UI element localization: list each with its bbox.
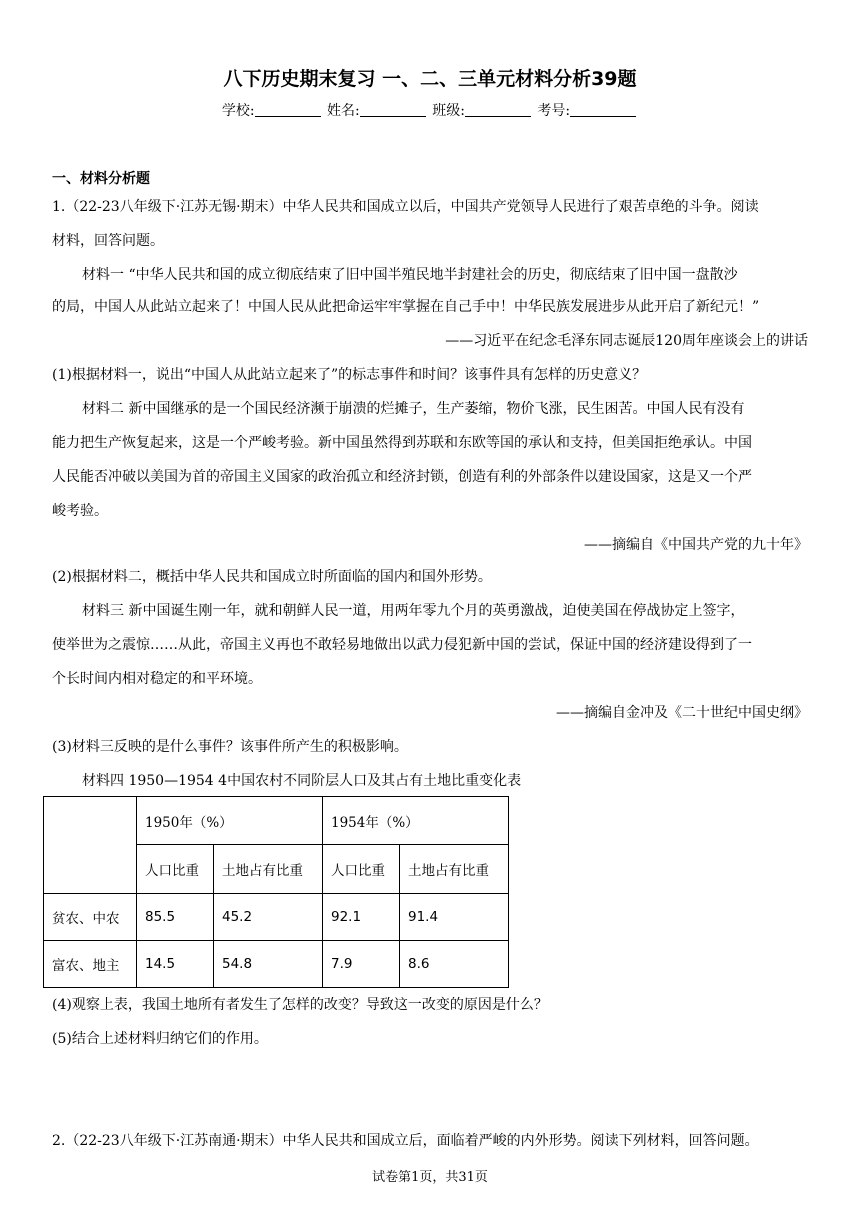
table-cell: 45.2 (214, 894, 323, 941)
class-blank (465, 102, 531, 117)
material-1-source: ——习近平在纪念毛泽东同志诞辰120周年座谈会上的讲话 (445, 333, 808, 349)
sub-question-1: (1)根据材料一，说出“中国人从此站立起来了”的标志事件和时间？该事件具有怎样的历史意义？ (52, 367, 647, 383)
table-header-land-1954: 土地占有比重 (400, 845, 509, 894)
sub-question-4: (4)观察上表，我国土地所有者发生了怎样的改变？导致这一改变的原因是什么？ (52, 997, 548, 1013)
table-header-pop-1950: 人口比重 (137, 845, 214, 894)
page-footer: 试卷第1页，共31页 (372, 1170, 488, 1185)
table-row (44, 941, 509, 988)
school-label: 学校: (221, 103, 255, 119)
class-label: 班级: (432, 103, 465, 119)
page-title: 八下历史期末复习 一、二、三单元材料分析39题 (223, 68, 637, 90)
table-row (44, 894, 509, 941)
material-1-line-1: 材料一 “中华人民共和国的成立彻底结束了旧中国半殖民地半封建社会的历史，彻底结束了旧中国一盘散沙 (82, 267, 738, 283)
q1-intro-line-2: 材料，回答问题。 (52, 233, 164, 249)
material-3-line-1: 材料三 新中国诞生刚一年，就和朝鲜人民一道，用两年零九个月的英勇激战，迫使美国在停战协定上签字， (82, 603, 745, 619)
school-blank (255, 102, 321, 117)
material-2-line-2: 能力把生产恢复起来，这是一个严峻考验。新中国虽然得到苏联和东欧等国的承认和支持，但美国拒绝承认。中国 (52, 435, 752, 451)
sub-question-2: (2)根据材料二，概括中华人民共和国成立时所面临的国内和国外形势。 (52, 569, 492, 585)
sub-question-3: (3)材料三反映的是什么事件？该事件所产生的积极影响。 (52, 739, 408, 755)
table-row-label: 贫农、中农 (44, 894, 137, 941)
q1-intro-line-1: 1.（22-23八年级下·江苏无锡·期末）中华人民共和国成立以后，中国共产党领导人民进行了艰苦卓绝的斗争。阅读 (52, 199, 759, 215)
material-2-line-1: 材料二 新中国继承的是一个国民经济濒于崩溃的烂摊子，生产萎缩，物价飞涨，民生困苦。中国人民有没有 (82, 401, 745, 417)
table-cell: 14.5 (137, 941, 214, 988)
table-row-label: 富农、地主 (44, 941, 137, 988)
section-heading: 一、材料分析题 (52, 171, 150, 187)
material-2-line-4: 峻考验。 (52, 503, 108, 519)
material-1-line-2: 的局，中国人从此站立起来了！中国人民从此把命运牢牢掌握在自己手中！中华民族发展进步从此开启了新纪元！” (52, 299, 760, 315)
land-ownership-table (43, 796, 509, 988)
table-cell: 54.8 (214, 941, 323, 988)
material-4-caption: 材料四 1950—1954 4中国农村不同阶层人口及其占有土地比重变化表 (82, 773, 522, 789)
table-year-1950: 1950年（%） (137, 797, 323, 845)
material-2-source: ——摘编自《中国共产党的九十年》 (584, 537, 808, 553)
table-cell: 8.6 (400, 941, 509, 988)
table-year-1954: 1954年（%） (323, 797, 509, 845)
table-cell: 91.4 (400, 894, 509, 941)
table-cell: 92.1 (323, 894, 400, 941)
table-cell: 85.5 (137, 894, 214, 941)
name-label: 姓名: (327, 103, 360, 119)
table-header-land-1950: 土地占有比重 (214, 845, 323, 894)
sub-question-5: (5)结合上述材料归纳它们的作用。 (52, 1031, 268, 1047)
table-header-row-years (44, 797, 509, 845)
exam-no-blank (570, 102, 636, 117)
table-header-pop-1954: 人口比重 (323, 845, 400, 894)
table-cell: 7.9 (323, 941, 400, 988)
material-3-line-3: 个长时间内相对稳定的和平环境。 (52, 671, 262, 687)
material-2-line-3: 人民能否冲破以美国为首的帝国主义国家的政治孤立和经济封锁，创造有利的外部条件以建设国家，这是又一个严 (52, 469, 752, 485)
exam-no-label: 考号: (537, 103, 571, 119)
student-info-line (0, 100, 860, 120)
material-3-line-2: 使举世为之震惊……从此，帝国主义再也不敢轻易地做出以武力侵犯新中国的尝试，保证中国的经济建设得到了一 (52, 637, 752, 653)
name-blank (360, 102, 426, 117)
table-corner-cell (44, 797, 137, 894)
material-3-source: ——摘编自金冲及《二十世纪中国史纲》 (556, 705, 808, 721)
q2-intro-line-1: 2.（22-23八年级下·江苏南通·期末）中华人民共和国成立后，面临着严峻的内外形势。阅读下列材料，回答问题。 (52, 1133, 759, 1149)
